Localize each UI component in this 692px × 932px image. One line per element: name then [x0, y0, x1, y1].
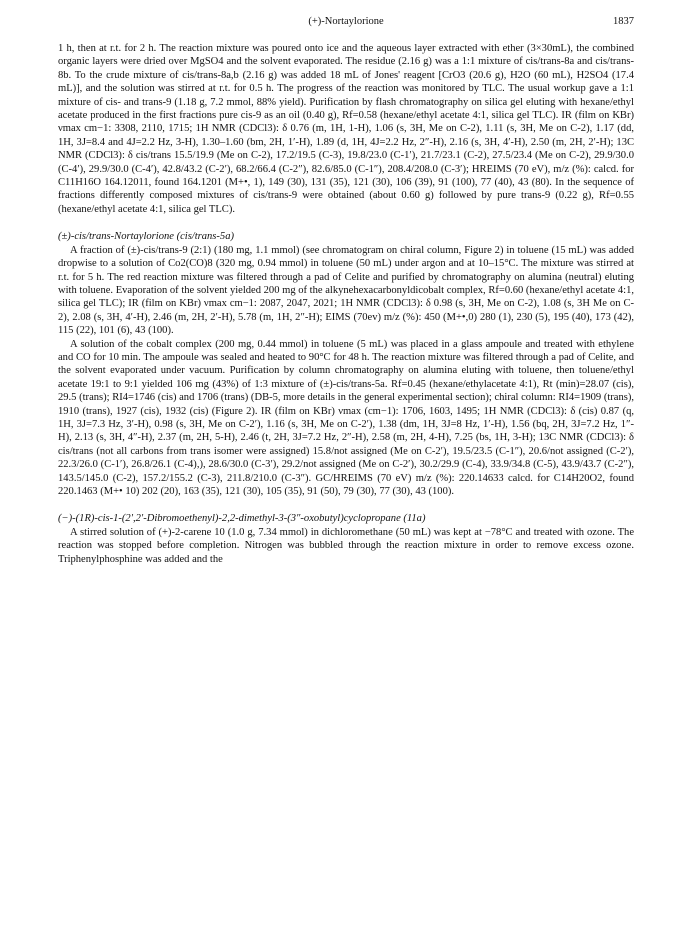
section-heading-nortaylorione: (±)-cis/trans-Nortaylorione (cis/trans-5a) — [58, 231, 234, 243]
running-title: (+)-Nortaylorione — [308, 16, 384, 27]
article-body — [58, 42, 634, 566]
page-header — [58, 16, 634, 32]
section-heading-dibromoethenyl: (−)-(1R)-cis-1-(2′,2′-Dibromoethenyl)-2,2-dimethyl-3-(3″-oxobutyl)cyclopropane (11a) — [58, 513, 426, 525]
paragraph-ozonolysis: A stirred solution of (+)-2-carene 10 (1.0 g, 7.34 mmol) in dichloromethane (50 mL) was kept at −78°C and treated with ozone. The reaction was stopped before completion. Nitrogen was bubbled through the reaction mixture in order to remove excess ozone. Triphenylphosphine was added and the — [58, 526, 634, 565]
paragraph-pauson-khand: A solution of the cobalt complex (200 mg, 0.44 mmol) in toluene (5 mL) was placed in a glass ampoule and treated with ethylene and CO for 10 min. The ampoule was sealed and heated to 90°C for 48 h. The reaction mixture was filtered through a pad of Celite, and the solvent evaporated under vacuum. Purification by column chromatography on alumina eluting with toluene, then toluene/ethyl acetate 19:1 to 9:1 yielded 106 mg (43%) of 1:3 mixture of (±)-cis/trans-5a. Rf=0.45 (hexane/ethylacetate 4:1), Rt (min)=28.07 (cis), 29.5 (trans); RI4=1746 (cis) and 1706 (trans) (DB-5, more details in the general experimental section); chiral column: RI4=1909 (trans), 1910 (trans), 1927 (cis), 1932 (cis) (Figure 2). IR (film on KBr) νmax (cm−1): 1706, 1603, 1495; 1H NMR (CDCl3): δ (cis) 0.87 (q, 1H, 3J=7.3 Hz, 3′-H), 0.98 (s, 3H, Me on C-2′), 1.16 (s, 3H, Me on C-2′), 1.38 (dm, 1H, 3J=8 Hz, 1′-H), 1.56 (bq, 2H, 3J=7.2 Hz, 1″-H), 2.13 (s, 3H, 4″-H), 2.37 (m, 2H, 5-H), 2.46 (t, 2H, 3J=7.2 Hz, 2″-H), 2.58 (m, 2H, 4-H), 7.25 (bs, 1H, 3-H); 13C NMR (CDCl3): δ cis/trans (not all carbons from trans isomer were assigned) 15.8/not assigned (Me on C-2′), 19.5/23.5 (C-1″), 20.6/not assigned (C-2′), 22.3/26.0 (C-1′), 26.8/26.1 (C-4),), 28.6/30.0 (C-3′), 29.2/not assigned (Me on C-2′), 30.2/29.9 (C-4), 33.9/34.8 (C-5), 43.9/43.7 (C-2″), 143.5/145.0 (C-2), 157.2/155.2 (C-3), 211.8/210.0 (C-3″). GC/HREIMS (70 eV) m/z (%): 220.14633 calcd. for C14H20O2, found 220.1463 (M+• 10) 202 (20), 163 (35), 121 (30), 105 (35), 91 (50), 79 (30), 77 (30), 43 (100). — [58, 338, 634, 497]
paragraph-cis-trans-9-synthesis: 1 h, then at r.t. for 2 h. The reaction mixture was poured onto ice and the aqueous layer extracted with ether (3×30mL), the combined organic layers were dried over MgSO4 and the solvent evaporated. The residue (2.16 g) was a 1:1 mixture of cis/trans-8a and cis/trans-8b. To the crude mixture of cis/trans-8a,b (2.16 g) was added 18 mL of Jones' reagent [CrO3 (20.6 g), H2O (60 mL), H2SO4 (17.4 mL)], and the solution was stirred at r.t. for 0.5 h. The progress of the reaction was monitored by TLC. The usual workup gave a 1:1 mixture of cis- and trans-9 (1.18 g, 7.2 mmol, 88% yield). Purification by flash chromatography on silica gel eluting with hexane/ethyl acetate produced in the first fractions pure cis-9 as an oil (0.40 g), Rf=0.58 (hexane/ethyl acetate 4:1, silica gel TLC). IR (film on KBr) νmax cm−1: 3308, 2110, 1715; 1H NMR (CDCl3): δ 0.76 (m, 1H, 1-H), 1.06 (s, 3H, Me on C-2), 1.11 (s, 3H, Me on C-2), 1.17 (dd, 1H, 3J=8.4 and 4J=2.2 Hz, 3-H), 1.30–1.60 (bm, 2H, 1′-H), 1.89 (d, 1H, 4J=2.2 Hz, 2″-H), 2.16 (s, 3H, 4′-H), 2.50 (m, 2H, 2′-H); 13C NMR (CDCl3): δ cis/trans 15.5/19.9 (Me on C-2), 17.2/19.5 (C-3), 19.8/23.0 (C-1′), 21.7/23.1 (C-2), 27.5/23.4 (Me on C-2), 29.9/30.0 (C-4′), 29.9/30.0 (C-4′), 42.8/43.2 (C-2′), 68.2/66.4 (C-2″), 82.6/85.0 (C-1″), 208.4/208.0 (C-3′); HREIMS (70 eV), m/z (%): calcd. for C11H16O 164.12011, found 164.1201 (M+•, 1), 149 (30), 131 (35), 121 (30), 106 (39), 91 (100), 77 (40), 43 (80). In the sequence of fractions differently composed mixtures of cis/trans-9 were obtained (about 0.60 g) followed by pure trans-9 (0.22 g), Rf=0.55 (hexane/ethyl acetate 4:1, silica gel TLC). — [58, 43, 634, 215]
page-number: 1837 — [613, 16, 634, 27]
paragraph-cobalt-complex: A fraction of (±)-cis/trans-9 (2:1) (180 mg, 1.1 mmol) (see chromatogram on chiral column, Figure 2) in toluene (15 mL) was added dropwise to a solution of Co2(CO)8 (320 mg, 0.94 mmol) in toluene (50 mL) under argon and at 10–15°C. The mixture was stirred at r.t. for 5 h. The red reaction mixture was filtered through a pad of Celite and purified by chromatography on alumina (neutral) eluting with toluene. Evaporation of the solvent yielded 200 mg of the alkynehexacarbonyldicobalt complex, Rf=0.60 (hexane/ethyl acetate 4:1, silica gel TLC); IR (film on KBr) νmax cm−1: 2087, 2047, 2021; 1H NMR (CDCl3): δ 0.98 (s, 3H, Me on C-2), 1.08 (s, 3H Me on C-2), 2.08 (s, 3H, 4′-H), 2.46 (m, 2H, 2′-H), 5.78 (m, 1H, 2″-H); EIMS (70ev) m/z (%): 450 (M+•,0) 280 (1), 230 (5), 195 (40), 173 (42), 115 (22), 101 (6), 43 (100). — [58, 244, 634, 337]
